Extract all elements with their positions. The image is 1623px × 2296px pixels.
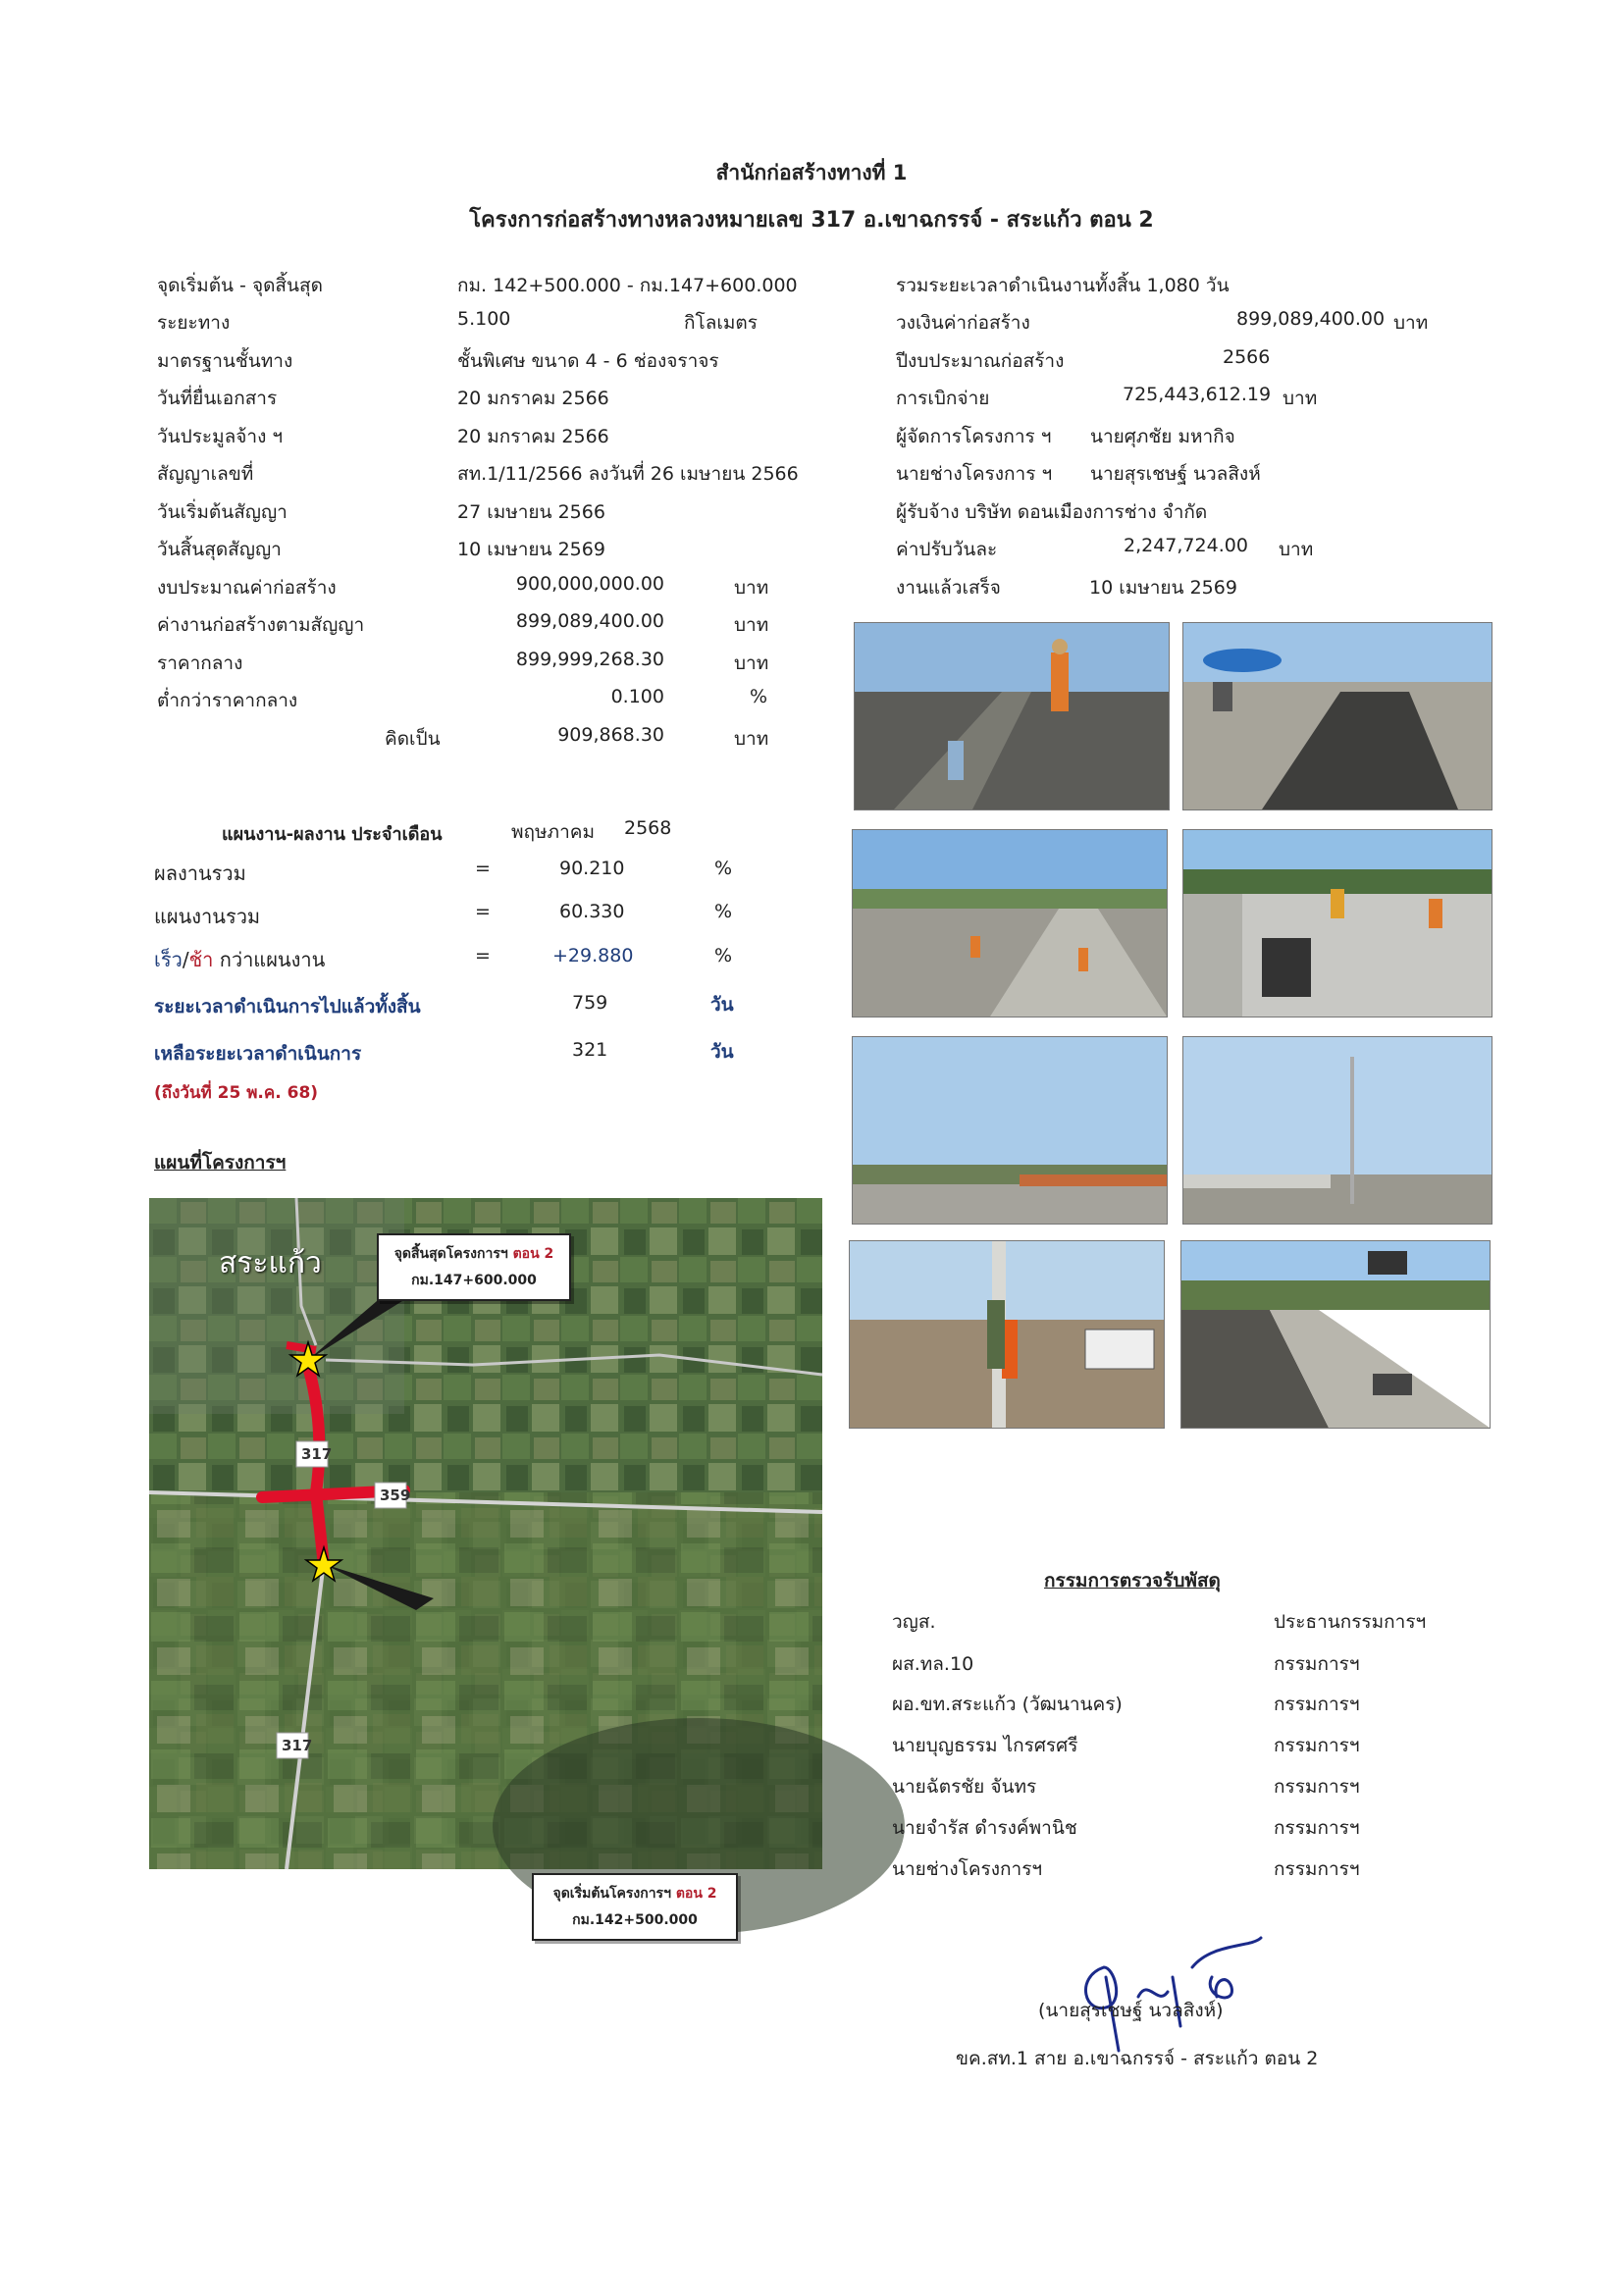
progress-unit: %	[714, 901, 733, 922]
remaining-unit: วัน	[710, 1041, 734, 1063]
elapsed-unit: วัน	[710, 994, 734, 1016]
site-photo	[1180, 1240, 1491, 1429]
end-point-label: จุดสิ้นสุดโครงการฯ	[393, 1246, 508, 1262]
fastslow-unit: %	[714, 945, 733, 966]
budget-label: คิดเป็น	[385, 728, 441, 750]
progress-year: 2568	[624, 817, 672, 839]
progress-eq: =	[475, 858, 491, 879]
info-label: วันที่ยื่นเอกสาร	[157, 388, 278, 409]
budget-unit: %	[750, 686, 768, 707]
budget-limit-unit: บาท	[1393, 312, 1429, 334]
site-photo-image	[1183, 1037, 1492, 1224]
info-label: สัญญาเลขที่	[157, 463, 254, 485]
info-label: จุดเริ่มต้น - จุดสิ้นสุด	[157, 275, 323, 296]
info-label: วันสิ้นสุดสัญญา	[157, 539, 282, 560]
remaining-value: 321	[572, 1039, 608, 1061]
budget-label: ต่ำกว่าราคากลาง	[157, 690, 298, 711]
end-point-section: ตอน 2	[512, 1246, 554, 1262]
start-point-section: ตอน 2	[675, 1886, 717, 1902]
engineer-label: นายช่างโครงการ ฯ	[896, 463, 1053, 485]
fine-unit: บาท	[1279, 539, 1314, 560]
progress-eq: =	[475, 901, 491, 922]
committee-member-name: นายบุญธรรม ไกรศรศรี	[892, 1735, 1078, 1756]
info-unit: กิโลเมตร	[684, 312, 758, 334]
progress-label: แผนงานรวม	[154, 905, 261, 928]
committee-member-role: กรรมการฯ	[1274, 1694, 1360, 1715]
project-map	[149, 1198, 822, 1928]
site-photo-image	[853, 1037, 1167, 1224]
site-photo-image	[855, 623, 1169, 809]
fastslow-rest: กว่าแผนงาน	[213, 948, 326, 971]
end-point-km: กม.147+600.000	[411, 1272, 537, 1288]
signatory-position: ขค.สท.1 สาย อ.เขาฉกรรจ์ - สระแก้ว ตอน 2	[956, 2048, 1319, 2069]
progress-value: 60.330	[559, 901, 625, 922]
fastslow-eq: =	[475, 945, 491, 966]
progress-unit: %	[714, 858, 733, 879]
start-point-km: กม.142+500.000	[572, 1911, 698, 1928]
site-photo-image	[1183, 830, 1492, 1017]
signatory-name: (นายสุรเชษฐ์ นวลสิงห์)	[1038, 2000, 1224, 2021]
site-photo-image	[1181, 1241, 1490, 1428]
info-value: 5.100	[457, 308, 511, 330]
page-title: สำนักก่อสร้างทางที่ 1	[715, 161, 908, 184]
project-title: โครงการก่อสร้างทางหลวงหมายเลข 317 อ.เขาฉกรรจ์ - สระแก้ว ตอน 2	[469, 208, 1154, 233]
fastslow-label	[154, 944, 325, 975]
progress-value: 90.210	[559, 858, 625, 879]
fiscal-value: 2566	[1223, 346, 1271, 368]
info-label: วันประมูลจ้าง ฯ	[157, 426, 284, 447]
site-photo-image	[850, 1241, 1164, 1428]
info-label: วันเริ่มต้นสัญญา	[157, 501, 288, 523]
elapsed-label: ระยะเวลาดำเนินการไปแล้วทั้งสิ้น	[154, 996, 421, 1018]
fiscal-label: ปีงบประมาณก่อสร้าง	[896, 350, 1065, 372]
budget-value: 900,000,000.00	[515, 573, 664, 595]
site-photo	[1182, 829, 1492, 1018]
road-359-label: 359	[380, 1487, 411, 1504]
committee-member-role: กรรมการฯ	[1274, 1653, 1360, 1675]
info-value: 27 เมษายน 2566	[457, 501, 605, 523]
info-label: ระยะทาง	[157, 312, 231, 334]
remaining-label: เหลือระยะเวลาดำเนินการ	[154, 1043, 362, 1065]
start-point-callout	[532, 1873, 738, 1941]
manager-label: ผู้จัดการโครงการ ฯ	[896, 426, 1052, 447]
info-value: สท.1/11/2566 ลงวันที่ 26 เมษายน 2566	[457, 463, 799, 485]
road-317-label: 317	[301, 1445, 333, 1463]
site-photo	[849, 1240, 1165, 1429]
committee-member-name: ผส.ทล.10	[892, 1653, 974, 1675]
info-value: 20 มกราคม 2566	[457, 388, 609, 409]
disbursement-label: การเบิกจ่าย	[896, 388, 990, 409]
disbursement-unit: บาท	[1283, 388, 1318, 409]
committee-member-role: กรรมการฯ	[1274, 1858, 1360, 1880]
fastslow-sep: /	[182, 948, 189, 971]
info-value: ชั้นพิเศษ ขนาด 4 - 6 ช่องจราจร	[457, 350, 719, 372]
site-photo-image	[853, 830, 1167, 1017]
fine-value: 2,247,724.00	[1124, 535, 1248, 556]
committee-member-name: นายจำรัส ดำรงค์พานิช	[892, 1817, 1077, 1839]
map-town-label: สระแก้ว	[219, 1247, 322, 1279]
budget-label: งบประมาณค่าก่อสร้าง	[157, 577, 337, 599]
budget-unit: บาท	[734, 577, 769, 599]
start-point-label: จุดเริ่มต้นโครงการฯ	[552, 1886, 671, 1902]
as-of-date: (ถึงวันที่ 25 พ.ค. 68)	[154, 1083, 319, 1103]
budget-limit-value: 899,089,400.00	[1236, 308, 1386, 330]
committee-member-role: ประธานกรรมการฯ	[1274, 1611, 1427, 1633]
committee-member-name: ผอ.ขท.สระแก้ว (วัฒนานคร)	[892, 1694, 1123, 1715]
committee-member-role: กรรมการฯ	[1274, 1776, 1360, 1798]
budget-unit: บาท	[734, 652, 769, 674]
committee-member-role: กรรมการฯ	[1274, 1735, 1360, 1756]
road-317-label-south: 317	[282, 1737, 313, 1754]
completion-value: 10 เมษายน 2569	[1089, 577, 1237, 599]
budget-label: ราคากลาง	[157, 652, 243, 674]
budget-unit: บาท	[734, 728, 769, 750]
completion-label: งานแล้วเสร็จ	[896, 577, 1001, 599]
budget-limit-label: วงเงินค่าก่อสร้าง	[896, 312, 1030, 334]
committee-member-name: วญส.	[892, 1611, 936, 1633]
info-value: กม. 142+500.000 - กม.147+600.000	[457, 275, 798, 296]
fine-label: ค่าปรับวันละ	[896, 539, 998, 560]
site-photo-image	[1183, 623, 1492, 809]
info-value: 20 มกราคม 2566	[457, 426, 609, 447]
duration-text: รวมระยะเวลาดำเนินงานทั้งสิ้น 1,080 วัน	[896, 275, 1230, 296]
progress-month: พฤษภาคม	[511, 821, 595, 843]
committee-member-name: นายฉัตรชัย จันทร	[892, 1776, 1037, 1798]
site-photo	[1182, 1036, 1492, 1225]
site-photo	[854, 622, 1170, 810]
budget-value: 899,089,400.00	[515, 610, 664, 632]
slow-word: ช้า	[188, 948, 214, 971]
progress-label: ผลงานรวม	[154, 861, 246, 885]
site-photo	[852, 1036, 1168, 1225]
disbursement-value: 725,443,612.19	[1123, 384, 1272, 405]
engineer-value: นายสุรเชษฐ์ นวลสิงห์	[1090, 463, 1261, 485]
contractor-text: ผู้รับจ้าง บริษัท ดอนเมืองการช่าง จำกัด	[896, 501, 1208, 523]
budget-value: 0.100	[610, 686, 664, 707]
committee-member-role: กรรมการฯ	[1274, 1817, 1360, 1839]
site-photo	[1182, 622, 1492, 810]
budget-value: 899,999,268.30	[515, 649, 664, 670]
progress-heading: แผนงาน-ผลงาน ประจำเดือน	[222, 824, 443, 845]
fastslow-value: +29.880	[552, 945, 634, 966]
committee-heading: กรรมการตรวจรับพัสดุ	[1044, 1570, 1221, 1592]
fast-word: เร็ว	[154, 948, 183, 971]
end-point-callout	[377, 1233, 571, 1301]
committee-member-name: นายช่างโครงการฯ	[892, 1858, 1043, 1880]
budget-label: ค่างานก่อสร้างตามสัญญา	[157, 614, 365, 636]
budget-unit: บาท	[734, 614, 769, 636]
info-label: มาตรฐานชั้นทาง	[157, 350, 293, 372]
map-heading: แผนที่โครงการฯ	[154, 1152, 287, 1174]
elapsed-value: 759	[572, 992, 608, 1014]
budget-value: 909,868.30	[557, 724, 664, 746]
site-photo	[852, 829, 1168, 1018]
info-value: 10 เมษายน 2569	[457, 539, 605, 560]
manager-value: นายศุภชัย มหากิจ	[1090, 426, 1235, 447]
